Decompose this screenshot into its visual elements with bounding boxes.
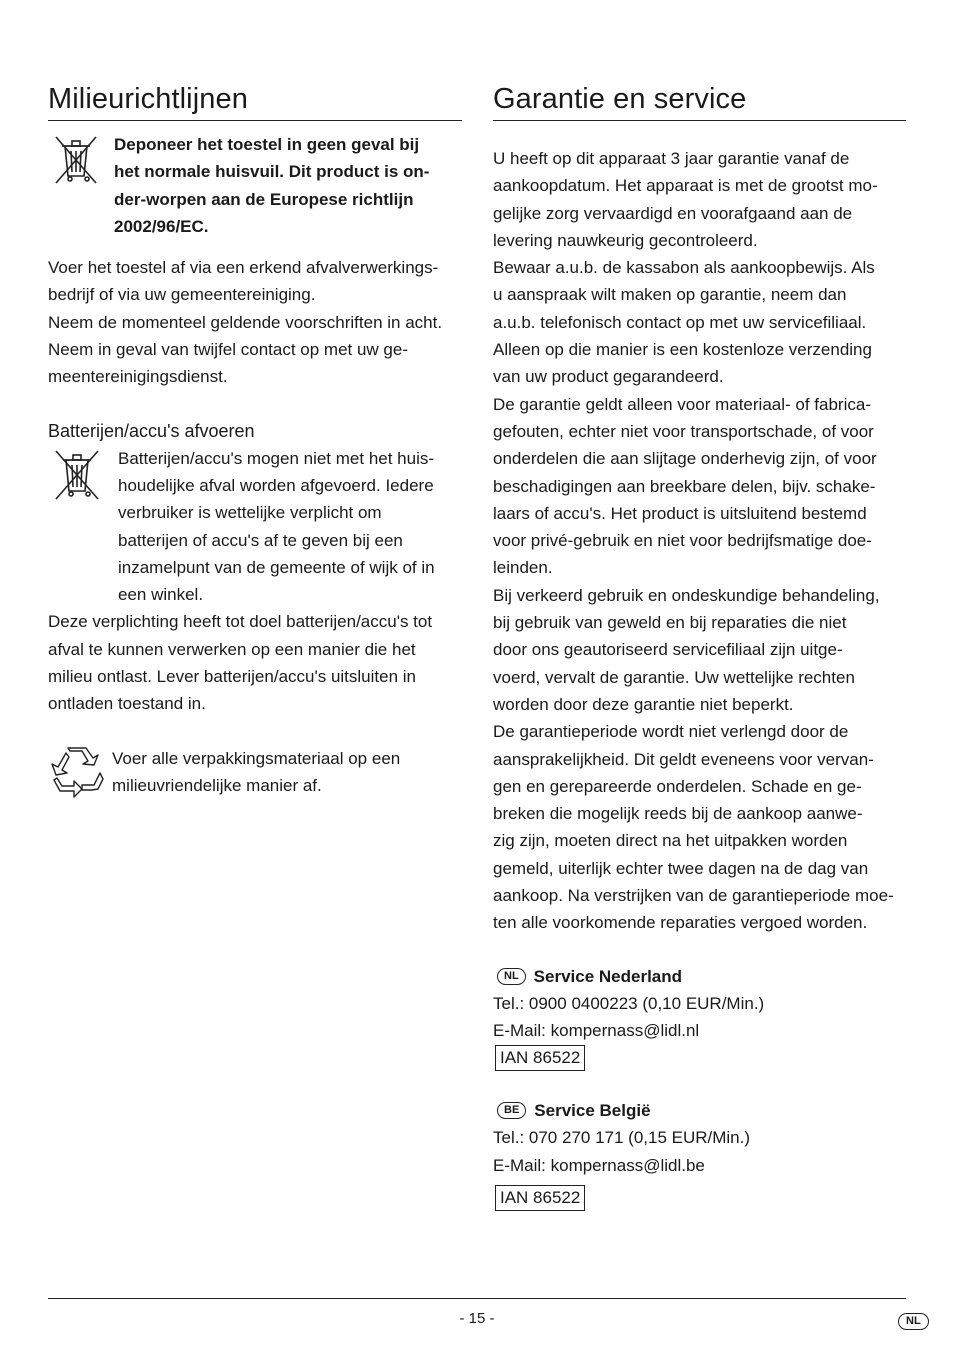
service-be-heading bbox=[493, 1097, 906, 1124]
battery-heading: Batterijen/accu's afvoeren bbox=[48, 420, 255, 441]
battery-notice bbox=[48, 445, 462, 609]
service-nl-email: E-Mail: kompernass@lidl.nl bbox=[493, 1020, 700, 1040]
recycle-icon bbox=[48, 745, 112, 799]
language-badge: NL bbox=[898, 1313, 929, 1330]
crossed-out-bin-icon bbox=[48, 131, 114, 187]
warranty-column bbox=[493, 78, 906, 1211]
packaging-text: Voer alle verpakkingsmateriaal op een milieuvriendelijke manier af. bbox=[112, 748, 401, 795]
footer-rule bbox=[48, 1298, 906, 1299]
warranty-title: Garantie en service bbox=[493, 83, 747, 115]
service-be bbox=[493, 1097, 906, 1211]
page-number: - 15 - bbox=[459, 1310, 495, 1327]
service-be-ian: IAN 86522 bbox=[495, 1185, 585, 1211]
service-nl-phone: Tel.: 0900 0400223 (0,10 EUR/Min.) bbox=[493, 993, 765, 1013]
environment-column bbox=[48, 78, 462, 799]
service-be-title: Service België bbox=[534, 1101, 651, 1121]
battery-bin-icon bbox=[48, 445, 118, 503]
service-be-phone: Tel.: 070 270 171 (0,15 EUR/Min.) bbox=[493, 1128, 751, 1148]
battery-notice-text: Batterijen/accu's mogen niet met het huis- houdelijke afval worden afgevoerd. Iedere verbruiker is wettelijke verplicht om batterijen of accu's af te geven bij een inzamelpunt van de gemeente of wijk of in een winkel. bbox=[118, 448, 435, 605]
be-country-badge: BE bbox=[497, 1102, 526, 1119]
weee-notice-text: Deponeer het toestel in geen geval bij het normale huisvuil. Dit product is on- der-worpen aan de Europese richtlijn 2002/96/EC. bbox=[114, 135, 430, 236]
service-nl bbox=[493, 963, 906, 1072]
service-be-email: E-Mail: kompernass@lidl.be bbox=[493, 1155, 705, 1175]
battery-text: Deze verplichting heeft tot doel batterijen/accu's tot afval te kunnen verwerken op een manier die het milieu ontlast. Lever batterijen/accu's uitsluiten in ontladen toestand in. bbox=[48, 612, 433, 714]
packaging-notice bbox=[48, 745, 462, 800]
service-nl-title: Service Nederland bbox=[533, 966, 683, 986]
weee-notice bbox=[48, 131, 462, 240]
warranty-text: U heeft op dit apparaat 3 jaar garantie vanaf de aankoopdatum. Het apparaat is met de grootst mo- gelijke zorg vervaardigd en voorafgaand aan de levering nauwkeurig gecontroleerd. Bewaar a.u.b. de kassabon als aankoopbewijs. Als u aanspraak wilt maken op garantie, neem dan a.u.b. telefonisch contact op met uw servicefiliaal. Alleen op die manier is een kostenloze verzending van uw product gegarandeerd. De garantie geldt alleen voor materiaal- of fabrica- gefouten, echter niet voor transportschade, of voor onderdelen die aan slijtage onderhevig zijn, of voor beschadigingen aan breekbare delen, bijv. schake- laars of accu's. Het product is uitsluitend bestemd voor privé-gebruik en niet voor bedrijfsmatige doe- leinden. Bij verkeerd gebruik en ondeskundige behandeling, bij gebruik van geweld en bij reparaties die niet door ons geautoriseerd servicefiliaal zijn uitge- voerd, vervalt de garantie. Uw wettelijke rechten worden door deze garantie niet beperkt. De garantieperiode wordt niet verlengd door de aansprakelijkheid. Dit geldt eveneens voor vervan- gen en gerepareerde onderdelen. Schade en ge- breken die mogelijk reeds bij de aankoop aanwe- zig zijn, moeten direct na het uitpakken worden gemeld, uiterlijk echter twee dagen na de dag van aankoop. Na verstrijken van de garantieperiode moe- ten alle voorkomende reparaties vergoed worden. bbox=[493, 149, 894, 933]
service-nl-ian: IAN 86522 bbox=[495, 1045, 585, 1071]
title-rule bbox=[493, 120, 906, 121]
nl-country-badge: NL bbox=[497, 968, 526, 985]
service-nl-heading bbox=[493, 963, 906, 990]
title-rule bbox=[48, 120, 462, 121]
disposal-text: Voer het toestel af via een erkend afvalverwerkings- bedrijf of via uw gemeentereiniging. Neem de momenteel geldende voorschriften in acht. Neem in geval van twijfel contact op met uw ge- meentereinigingsdienst. bbox=[48, 258, 443, 387]
environment-title: Milieurichtlijnen bbox=[48, 83, 248, 115]
